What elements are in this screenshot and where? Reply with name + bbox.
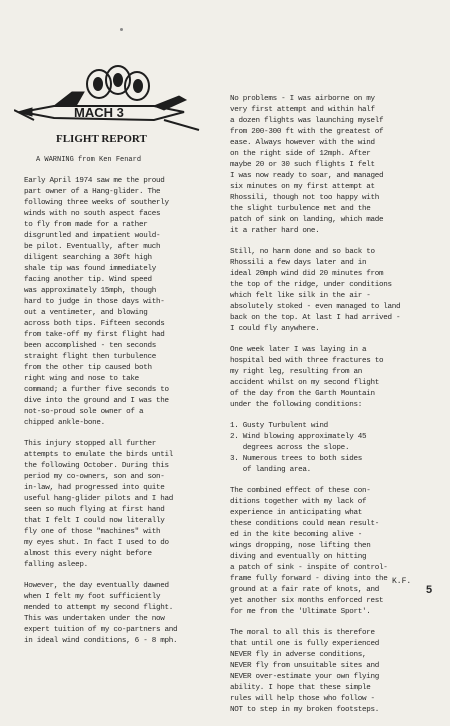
text-line: a dozen flights was launching myself: [230, 117, 384, 125]
text-line: experience in anticipating what: [230, 509, 362, 517]
text-line: following three weeks of southerly: [24, 199, 169, 207]
article-byline: A WARNING from Ken Fenard: [36, 156, 142, 164]
text-line: attempts to emulate the birds until: [24, 451, 173, 459]
text-line: useful hang-glider pilots and I had: [24, 495, 173, 503]
text-line: wings dropping, nose lifting then: [230, 542, 371, 550]
text-line: NEVER fly in adverse conditions,: [230, 651, 367, 659]
text-line: winds with no south aspect faces: [24, 210, 161, 218]
paragraph: [24, 581, 224, 647]
text-line: frame fully forward - diving into the: [230, 575, 388, 583]
text-line: not-so-proud sole owner of a: [24, 408, 144, 416]
text-line: straight flight then turbulence: [24, 353, 156, 361]
text-line: for me from the 'Ultimate Sport'.: [230, 608, 371, 616]
right-column: [230, 94, 435, 726]
text-line: ed in the kite becoming alive -: [230, 531, 362, 539]
text-line: I was now ready to soar, and managed: [230, 172, 384, 180]
text-line: when I felt my foot sufficiently: [24, 593, 161, 601]
paragraph: [24, 176, 224, 429]
text-line: the slight turbulence met and the: [230, 205, 371, 213]
text-line: chipped ankle-bone.: [24, 419, 105, 427]
text-line: The combined effect of these con-: [230, 487, 371, 495]
text-line: command; a further five seconds to: [24, 386, 169, 394]
text-line: rules will help those who follow -: [230, 695, 375, 703]
left-column: [24, 176, 224, 657]
paragraph: [230, 345, 435, 411]
conditions-list: [230, 421, 435, 476]
text-line: Rhossili, though not too happy with: [230, 194, 379, 202]
paragraph: [24, 439, 224, 571]
paragraph: [230, 247, 435, 335]
text-line: maybe 20 or 30 such flights I felt: [230, 161, 375, 169]
text-line: No problems - I was airborne on my: [230, 95, 375, 103]
text-line: back on the top. At last I had arrived -: [230, 314, 401, 322]
text-line: the top of the ridge, under conditions: [230, 281, 392, 289]
text-line: to fly from made for a rather: [24, 221, 148, 229]
text-line: Rhossili a few days later and in: [230, 259, 367, 267]
text-line: One week later I was laying in a: [230, 346, 367, 354]
text-line: under the following conditions:: [230, 401, 362, 409]
text-line: be pilot. Eventually, after much: [24, 243, 161, 251]
text-line: the following October. During this: [24, 462, 169, 470]
text-line: expert tuition of my co-partners and: [24, 626, 178, 634]
text-line: diving and eventually on hitting: [230, 553, 367, 561]
page-number: 5: [426, 584, 433, 596]
logo-caption: FLIGHT REPORT: [56, 133, 147, 145]
text-line: my right leg, resulting from an: [230, 368, 362, 376]
condition-line: 1. Gusty Turbulent wind: [230, 422, 328, 430]
paragraph: [230, 94, 435, 237]
mach3-flight-report-logo: [14, 62, 214, 152]
text-line: This was undertaken under the now: [24, 615, 165, 623]
condition-line: 3. Numerous trees to both sides: [230, 455, 362, 463]
text-line: patch of sink on landing, which made: [230, 216, 384, 224]
condition-line: degrees across the slope.: [230, 444, 350, 452]
text-line: ditions together with my lack of: [230, 498, 367, 506]
text-line: hospital bed with three fractures to: [230, 357, 384, 365]
text-line: six minutes on my first attempt at: [230, 183, 375, 191]
text-line: which felt like silk in the air -: [230, 292, 371, 300]
condition-line: 2. Wind blowing approximately 45: [230, 433, 367, 441]
text-line: ground at a fair rate of knots, and: [230, 586, 379, 594]
condition-item: [230, 454, 435, 476]
text-line: ideal 20mph wind did 20 minutes from: [230, 270, 384, 278]
text-line: I could fly anywhere.: [230, 325, 320, 333]
paragraph: [230, 486, 435, 618]
text-line: NOT to step in my broken footsteps.: [230, 706, 379, 714]
text-line: facing another tip. Wind speed: [24, 276, 152, 284]
text-line: from the other tip caused both: [24, 364, 152, 372]
text-line: diligent searching a 30ft high: [24, 254, 152, 262]
text-line: ease. Always however with the wind: [230, 139, 375, 147]
text-line: period my co-owners, son and son-: [24, 473, 165, 481]
text-line: NEVER over-estimate your own flying: [230, 673, 379, 681]
condition-item: [230, 432, 435, 454]
paragraph: [230, 628, 435, 716]
condition-line: of landing area.: [230, 466, 311, 474]
text-line: these conditions could mean result-: [230, 520, 379, 528]
text-line: from 200-300 ft with the greatest of: [230, 128, 384, 136]
condition-item: [230, 421, 435, 432]
text-line: of the day from the Garth Mountain: [230, 390, 375, 398]
text-line: out a ventimeter, and blowing: [24, 309, 148, 317]
text-line: NEVER fly from unsuitable sites and: [230, 662, 379, 670]
text-line: Early April 1974 saw me the proud: [24, 177, 165, 185]
text-line: was approximately 15mph, though: [24, 287, 156, 295]
text-line: yet another six months enforced rest: [230, 597, 384, 605]
text-line: part owner of a Hang-glider. The: [24, 188, 161, 196]
text-line: mended to attempt my second flight.: [24, 604, 173, 612]
text-line: seen so much flying at first hand: [24, 506, 165, 514]
text-line: This injury stopped all further: [24, 440, 156, 448]
text-line: on the right side of 12mph. After: [230, 150, 371, 158]
text-line: it a rather hard one.: [230, 227, 320, 235]
text-line: However, the day eventually dawned: [24, 582, 169, 590]
text-line: that until one is fully experienced: [230, 640, 379, 648]
text-line: very first attempt and within half: [230, 106, 375, 114]
page-speck: [120, 28, 123, 31]
text-line: from take-off my first flight had: [24, 331, 165, 339]
text-line: The moral to all this is therefore: [230, 629, 375, 637]
text-line: dive into the ground and I was the: [24, 397, 169, 405]
text-line: disgruntled and impatient would-: [24, 232, 161, 240]
logo-text: MACH 3: [74, 105, 124, 120]
text-line: a patch of sink - inspite of control-: [230, 564, 388, 572]
author-signature: K.F.: [392, 577, 412, 586]
text-line: hard to judge in those days with-: [24, 298, 165, 306]
text-line: Still, no harm done and so back to: [230, 248, 375, 256]
text-line: my eyes shut. In fact I used to do: [24, 539, 169, 547]
text-line: fly one of those "machines" with: [24, 528, 161, 536]
text-line: that I felt I could now literally: [24, 517, 165, 525]
text-line: right wing and nose to take: [24, 375, 139, 383]
text-line: shale tip was found immediately: [24, 265, 156, 273]
text-line: accident whilst on my second flight: [230, 379, 379, 387]
text-line: falling asleep.: [24, 561, 88, 569]
text-line: almost this every night before: [24, 550, 152, 558]
text-line: across both tips. Fifteen seconds: [24, 320, 165, 328]
text-line: absolutely stoked - even managed to land: [230, 303, 401, 311]
text-line: in-law, had progressed into quite: [24, 484, 165, 492]
text-line: ability. I hope that these simple: [230, 684, 371, 692]
text-line: in ideal wind conditions, 6 - 8 mph.: [24, 637, 178, 645]
text-line: been accomplished - ten seconds: [24, 342, 156, 350]
